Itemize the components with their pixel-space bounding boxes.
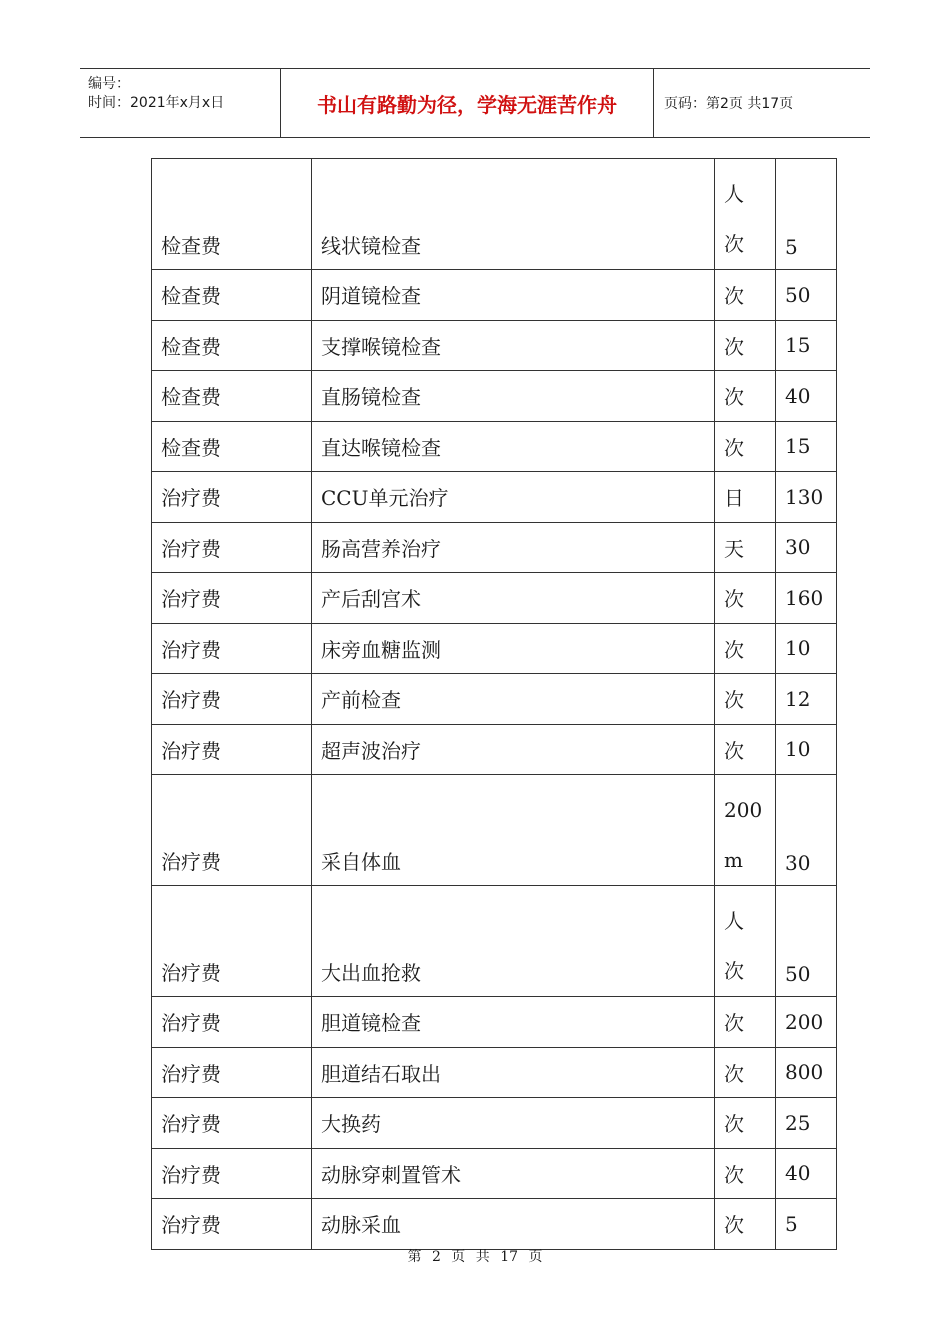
fee-price-cell: 10 bbox=[776, 623, 837, 674]
fee-unit-cell bbox=[715, 159, 776, 270]
fee-price-cell: 5 bbox=[776, 159, 837, 270]
fee-category-cell: 检查费 bbox=[152, 371, 312, 422]
table-row bbox=[152, 159, 837, 270]
fee-item-cell: 采自体血 bbox=[312, 775, 715, 886]
fee-unit-cell bbox=[715, 270, 776, 321]
fee-item-cell: 床旁血糖监测 bbox=[312, 623, 715, 674]
fee-category-cell: 治疗费 bbox=[152, 623, 312, 674]
fee-category-cell: 治疗费 bbox=[152, 997, 312, 1048]
fee-unit-cell bbox=[715, 421, 776, 472]
fee-price-cell: 12 bbox=[776, 674, 837, 725]
fee-item-cell: 直达喉镜检查 bbox=[312, 421, 715, 472]
fee-item-cell: 胆道镜检查 bbox=[312, 997, 715, 1048]
table-row bbox=[152, 724, 837, 775]
fee-unit-cell bbox=[715, 1047, 776, 1098]
fee-unit-text: 人 bbox=[724, 909, 744, 933]
fee-unit-text: 次 bbox=[724, 435, 744, 460]
fee-unit-cell bbox=[715, 472, 776, 523]
table-row bbox=[152, 775, 837, 886]
fee-item-cell: 阴道镜检查 bbox=[312, 270, 715, 321]
table-row bbox=[152, 1199, 837, 1250]
table-row bbox=[152, 886, 837, 997]
fee-category-cell: 治疗费 bbox=[152, 1148, 312, 1199]
fee-category-cell: 治疗费 bbox=[152, 674, 312, 725]
fee-unit-text: 次 bbox=[724, 1112, 744, 1137]
fee-unit-text: 次 bbox=[724, 587, 744, 612]
fee-item-cell: 动脉采血 bbox=[312, 1199, 715, 1250]
fee-unit-cell bbox=[715, 371, 776, 422]
fee-category-cell: 检查费 bbox=[152, 421, 312, 472]
fee-item-cell: 支撑喉镜检查 bbox=[312, 320, 715, 371]
fee-item-cell: 产后刮宫术 bbox=[312, 573, 715, 624]
fee-unit-cell bbox=[715, 320, 776, 371]
fee-unit-cell bbox=[715, 886, 776, 997]
fee-item-cell: 直肠镜检查 bbox=[312, 371, 715, 422]
fee-price-cell: 50 bbox=[776, 270, 837, 321]
fee-unit-cell bbox=[715, 522, 776, 573]
fee-unit-cell bbox=[715, 573, 776, 624]
fee-table bbox=[151, 158, 837, 1250]
table-row bbox=[152, 472, 837, 523]
page-header bbox=[80, 68, 870, 138]
table-row bbox=[152, 1047, 837, 1098]
fee-unit-cell bbox=[715, 1148, 776, 1199]
fee-price-cell: 50 bbox=[776, 886, 837, 997]
table-row bbox=[152, 270, 837, 321]
fee-item-cell: CCU单元治疗 bbox=[312, 472, 715, 523]
fee-unit-text: 次 bbox=[724, 1011, 744, 1036]
fee-price-cell: 30 bbox=[776, 775, 837, 886]
fee-unit-text: 次 bbox=[724, 232, 744, 256]
fee-price-cell: 40 bbox=[776, 1148, 837, 1199]
fee-item-cell: 大出血抢救 bbox=[312, 886, 715, 997]
document-date-label: 时间：2021年x月x日 bbox=[88, 95, 225, 111]
fee-unit-text: 次 bbox=[724, 334, 744, 359]
fee-category-cell: 治疗费 bbox=[152, 1098, 312, 1149]
table-row bbox=[152, 1098, 837, 1149]
fee-price-cell: 15 bbox=[776, 421, 837, 472]
fee-price-cell: 160 bbox=[776, 573, 837, 624]
fee-price-cell: 5 bbox=[776, 1199, 837, 1250]
fee-category-cell: 治疗费 bbox=[152, 1199, 312, 1250]
table-row bbox=[152, 421, 837, 472]
fee-category-cell: 治疗费 bbox=[152, 886, 312, 997]
table-row bbox=[152, 674, 837, 725]
table-row bbox=[152, 1148, 837, 1199]
fee-item-cell: 线状镜检查 bbox=[312, 159, 715, 270]
fee-price-cell: 30 bbox=[776, 522, 837, 573]
table-row bbox=[152, 997, 837, 1048]
fee-category-cell: 治疗费 bbox=[152, 1047, 312, 1098]
fee-unit-cell bbox=[715, 997, 776, 1048]
fee-unit-text: 次 bbox=[724, 385, 744, 410]
fee-price-cell: 10 bbox=[776, 724, 837, 775]
fee-unit-text: 次 bbox=[724, 959, 744, 983]
fee-unit-cell bbox=[715, 674, 776, 725]
header-meta bbox=[80, 69, 281, 137]
table-row bbox=[152, 371, 837, 422]
fee-price-cell: 200 bbox=[776, 997, 837, 1048]
table-row bbox=[152, 573, 837, 624]
fee-item-cell: 大换药 bbox=[312, 1098, 715, 1149]
table-row bbox=[152, 623, 837, 674]
fee-unit-text: 次 bbox=[724, 637, 744, 662]
fee-unit-cell bbox=[715, 1199, 776, 1250]
fee-unit-text: 200 bbox=[724, 798, 763, 822]
fee-unit-text: 次 bbox=[724, 1162, 744, 1187]
fee-unit-text: 次 bbox=[724, 284, 744, 309]
fee-item-cell: 产前检查 bbox=[312, 674, 715, 725]
fee-category-cell: 检查费 bbox=[152, 159, 312, 270]
fee-category-cell: 治疗费 bbox=[152, 522, 312, 573]
fee-category-cell: 检查费 bbox=[152, 320, 312, 371]
fee-unit-cell bbox=[715, 724, 776, 775]
fee-unit-text: 次 bbox=[724, 1213, 744, 1238]
header-page-info: 页码：第2页 共17页 bbox=[664, 96, 794, 112]
fee-price-cell: 40 bbox=[776, 371, 837, 422]
fee-unit-cell bbox=[715, 775, 776, 886]
fee-price-cell: 25 bbox=[776, 1098, 837, 1149]
document-number-label: 编号： bbox=[88, 76, 130, 92]
fee-price-cell: 130 bbox=[776, 472, 837, 523]
fee-unit-text: 次 bbox=[724, 1061, 744, 1086]
fee-category-cell: 治疗费 bbox=[152, 724, 312, 775]
header-motto: 书山有路勤为径，学海无涯苦作舟 bbox=[281, 69, 654, 137]
fee-item-cell: 胆道结石取出 bbox=[312, 1047, 715, 1098]
fee-item-cell: 超声波治疗 bbox=[312, 724, 715, 775]
fee-category-cell: 治疗费 bbox=[152, 472, 312, 523]
fee-price-cell: 15 bbox=[776, 320, 837, 371]
fee-unit-text: 次 bbox=[724, 688, 744, 713]
fee-unit-cell bbox=[715, 1098, 776, 1149]
fee-category-cell: 治疗费 bbox=[152, 775, 312, 886]
table-row bbox=[152, 522, 837, 573]
fee-item-cell: 动脉穿刺置管术 bbox=[312, 1148, 715, 1199]
fee-unit-text: m bbox=[724, 848, 743, 872]
fee-unit-text: 次 bbox=[724, 738, 744, 763]
fee-item-cell: 肠高营养治疗 bbox=[312, 522, 715, 573]
fee-category-cell: 治疗费 bbox=[152, 573, 312, 624]
fee-category-cell: 检查费 bbox=[152, 270, 312, 321]
fee-unit-text: 日 bbox=[724, 486, 744, 511]
fee-unit-text: 天 bbox=[724, 536, 744, 561]
table-row bbox=[152, 320, 837, 371]
fee-unit-text: 人 bbox=[724, 182, 744, 206]
fee-price-cell: 800 bbox=[776, 1047, 837, 1098]
fee-table-body bbox=[152, 159, 837, 1250]
fee-unit-cell bbox=[715, 623, 776, 674]
page-footer: 第 2 页 共 17 页 bbox=[407, 1249, 543, 1265]
